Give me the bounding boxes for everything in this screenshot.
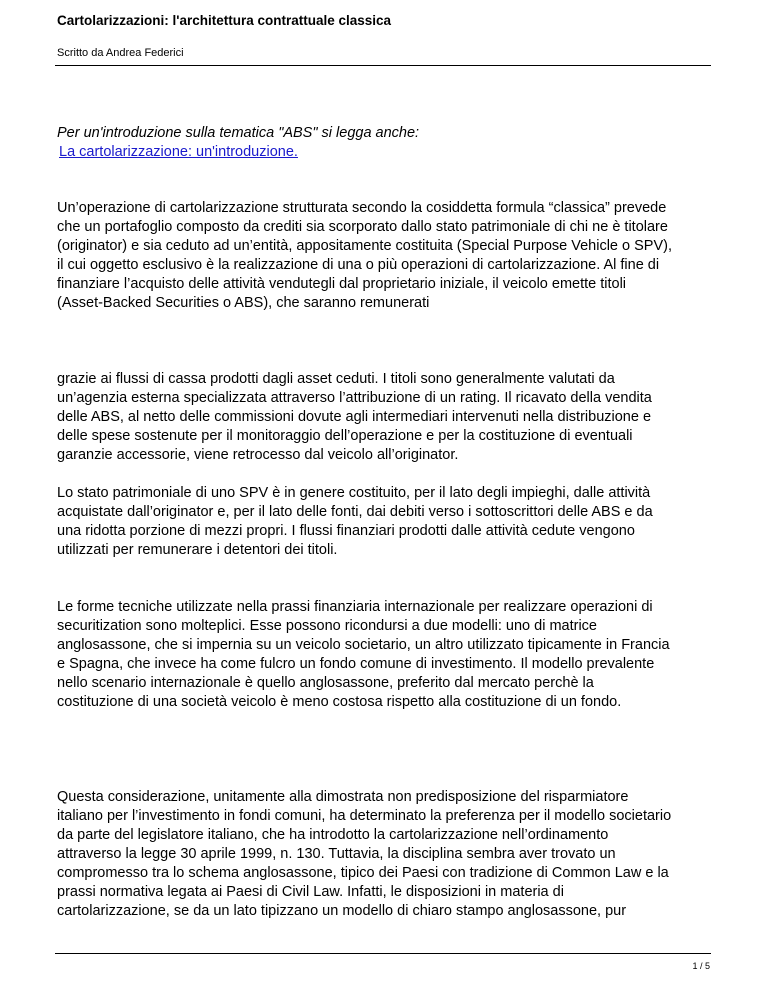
text-line: acquistate dall’originator e, per il lato delle fonti, dai debiti verso i sottoscrittori delle ABS e da	[57, 504, 653, 520]
text-line: costituzione di una società veicolo è meno costosa rispetto alla costituzione di un fondo.	[57, 694, 622, 710]
text-line: una ridotta porzione di mezzi propri. I flussi finanziari prodotti dalle attività cedute vengono	[57, 523, 635, 539]
paragraph-3	[57, 484, 725, 560]
text-line: cartolarizzazione, se da un lato tipizzano un modello di chiaro stampo anglosassone, pur	[57, 903, 627, 919]
text-line: (originator) e sia ceduto ad un’entità, appositamente costituita (Special Purpose Vehicle o SPV),	[57, 238, 672, 254]
text-line: delle spese sostenute per il monitoraggio dell’operazione e per la costituzione di eventuali	[57, 428, 633, 444]
text-line: utilizzati per remunerare i detentori dei titoli.	[57, 542, 338, 558]
text-line: che un portafoglio composto da crediti sia scorporato dallo stato patrimoniale di chi ne è titolare	[57, 219, 668, 235]
author-byline: Scritto da Andrea Federici	[57, 47, 184, 59]
text-line: Questa considerazione, unitamente alla dimostrata non predisposizione del risparmiatore	[57, 789, 629, 805]
text-line: delle ABS, al netto delle commissioni dovute agli intermediari intervenuti nella distribuzione e	[57, 409, 652, 425]
text-line: Le forme tecniche utilizzate nella prassi finanziaria internazionale per realizzare operazioni di	[57, 599, 653, 615]
text-line: prassi normativa legata ai Paesi di Civil Law. Infatti, le disposizioni in materia di	[57, 884, 564, 900]
text-line: da parte del legislatore italiano, che ha introdotto la cartolarizzazione nell’ordinamento	[57, 827, 609, 843]
footer-divider	[55, 953, 711, 954]
text-line: garanzie accessorie, viene retrocesso dal veicolo all’originator.	[57, 447, 459, 463]
text-line: anglosassone, che si impernia su un veicolo societario, un altro utilizzato tipicamente in Francia	[57, 637, 670, 653]
text-line: un’agenzia esterna specializzata attraverso l’attribuzione di un rating. Il ricavato della vendita	[57, 390, 652, 406]
text-line: compromesso tra lo schema anglosassone, tipico dei Paesi con tradizione di Common Law e la	[57, 865, 669, 881]
text-line: grazie ai flussi di cassa prodotti dagli asset ceduti. I titoli sono generalmente valutati da	[57, 371, 615, 387]
header-divider	[55, 65, 711, 66]
paragraph-4	[57, 598, 725, 712]
paragraph-1	[57, 199, 725, 313]
text-line: e Spagna, che invece ha come fulcro un fondo comune di investimento. Il modello prevalente	[57, 656, 655, 672]
text-line: italiano per l’investimento in fondi comuni, ha determinato la preferenza per il modello societario	[57, 808, 672, 824]
intro-text: Per un'introduzione sulla tematica "ABS" si legga anche:	[57, 125, 420, 141]
text-line: il cui oggetto esclusivo è la realizzazione di una o più operazioni di cartolarizzazione. Al fine di	[57, 257, 660, 273]
page-number: 1 / 5	[692, 961, 710, 971]
text-line: Un’operazione di cartolarizzazione strutturata secondo la cosiddetta formula “classica” prevede	[57, 200, 667, 216]
text-line: Lo stato patrimoniale di uno SPV è in genere costituito, per il lato degli impieghi, dalle attività	[57, 485, 651, 501]
text-line: attraverso la legge 30 aprile 1999, n. 130. Tuttavia, la disciplina sembra aver trovato un	[57, 846, 616, 862]
text-line: finanziare l’acquisto delle attività vendutegli dal proprietario iniziale, il veicolo emette titoli	[57, 276, 627, 292]
paragraph-2	[57, 370, 725, 465]
paragraph-5	[57, 788, 725, 921]
intro-link[interactable]: La cartolarizzazione: un'introduzione.	[59, 144, 298, 160]
page-title: Cartolarizzazioni: l'architettura contrattuale classica	[57, 13, 392, 28]
text-line: (Asset-Backed Securities o ABS), che saranno remunerati	[57, 295, 430, 311]
text-line: securitization sono molteplici. Esse possono ricondursi a due modelli: uno di matrice	[57, 618, 597, 634]
text-line: nello scenario internazionale è quello anglosassone, preferito dal mercato perchè la	[57, 675, 594, 691]
intro-note	[57, 124, 419, 162]
